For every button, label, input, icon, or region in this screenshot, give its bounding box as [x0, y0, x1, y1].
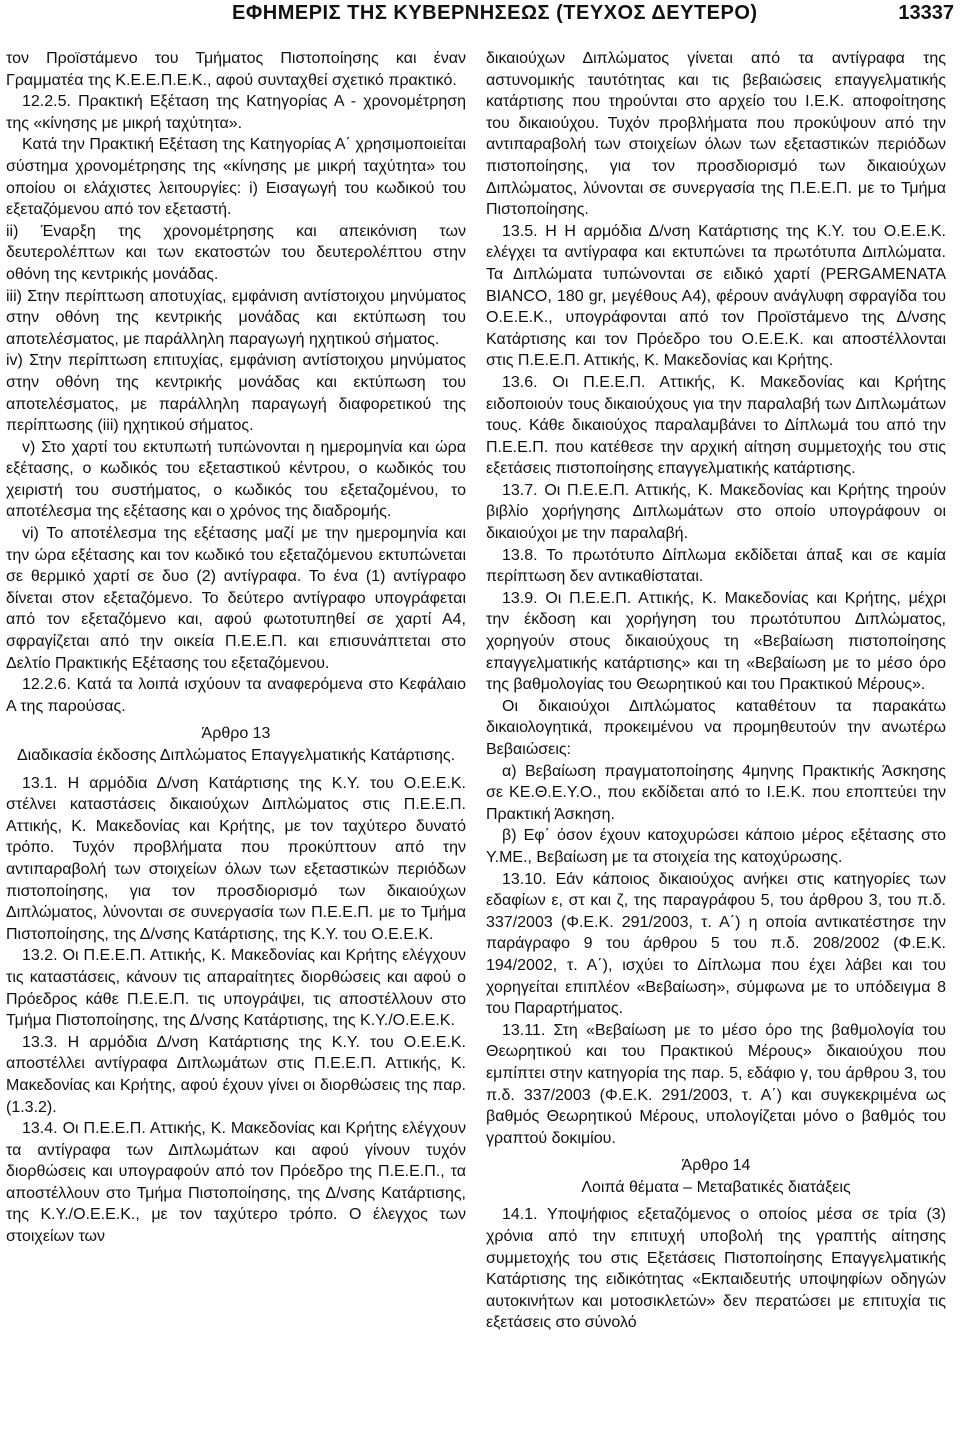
article-heading: Άρθρο 14 — [681, 1157, 751, 1175]
paragraph: iii) Στην περίπτωση αποτυχίας, εμφάνιση αντίστοιχου μηνύματος στην οθόνη της κεντρικής μονάδας και εκτύπωση του αποτελέσματος, με παράλληλη παραγωγή ηχητικού σήματος. — [6, 287, 466, 348]
paragraph: 12.2.6. Κατά τα λοιπά ισχύουν τα αναφερόμενα στο Κεφάλαιο Α της παρούσας. — [6, 676, 466, 715]
paragraph: iv) Στην περίπτωση επιτυχίας, εμφάνιση αντίστοιχου μηνύματος στην οθόνη της κεντρικής μονάδας και εκτύπωση του αποτελέσματος, με παράλληλη παραγωγή διαφορετικού της περίπτωσης (iii) ηχητικού σήματος. — [6, 352, 466, 435]
gazette-title: ΕΦΗΜΕΡΙΣ ΤΗΣ ΚΥΒΕΡΝΗΣΕΩΣ (ΤΕΥΧΟΣ ΔΕΥΤΕΡΟ) — [232, 2, 758, 24]
paragraph: 13.10. Εάν κάποιος δικαιούχος ανήκει στις κατηγορίες των εδαφίων ε, στ και ζ, της παραγράφου 5, του άρθρου 3, του π.δ. 337/2003 (Φ.Ε.Κ. 291/2003, τ. Α΄) η οποία αντικατέστησε την παράγραφο 9 του άρθρου 5 του π.δ. 208/2002 (Φ.Ε.Κ. 194/2002, τ. Α΄), ισχύει το Δίπλωμα που έχει λάβει και του χορηγείται επιπλέον «Βεβαίωση», σύμφωνα με το υπόδειγμα 8 του Παραρτήματος. — [486, 870, 946, 1018]
left-column — [6, 48, 466, 1248]
paragraph: v) Στο χαρτί του εκτυπωτή τυπώνονται η ημερομηνία και ώρα εξέτασης, ο κωδικός του εξεταστικού κέντρου, ο κωδικός του χειριστή του συστήματος, ο κωδικός του εξεταζομένου, το αποτέλεσμα της εξέτασης και ο χρόνος της διαδρομής. — [6, 438, 466, 521]
paragraph: 13.2. Οι Π.Ε.Ε.Π. Αττικής, Κ. Μακεδονίας και Κρήτης ελέγχουν τις καταστάσεις, κάνουν τις απαραίτητες διορθώσεις και αφού ο Πρόεδρος κάθε Π.Ε.Ε.Π. τις υπογράψει, τις αποστέλλουν στο Τμήμα Πιστοποίησης, της Δ/νσης Κατάρτισης, της Κ.Υ./Ο.Ε.Ε.Κ. — [6, 947, 466, 1030]
paragraph: 13.3. Η αρμόδια Δ/νση Κατάρτισης της Κ.Υ. του Ο.Ε.Ε.Κ. αποστέλλει αντίγραφα Διπλωμάτων στις Π.Ε.Ε.Π. Αττικής, Κ. Μακεδονίας και Κρήτης, αφού έχουν γίνει οι διορθώσεις της παρ. (1.3.2). — [6, 1033, 466, 1116]
page-number: 13337 — [898, 2, 954, 24]
paragraph: 13.8. Το πρωτότυπο Δίπλωμα εκδίδεται άπαξ και σε καμία περίπτωση δεν αντικαθίσταται. — [486, 546, 946, 586]
paragraph: vi) Το αποτέλεσμα της εξέτασης μαζί με την ημερομηνία και την ώρα εξέτασης και τον κωδικό του εξεταζόμενου εκτυπώνεται σε θερμικό χαρτί σε δυο (2) αντίγραφα. Το ένα (1) αντίγραφο δίνεται στον εξεταζόμενο. Το δεύτερο αντίγραφο υπογράφεται από τον εξεταζόμενο και, αφού φωτοτυπηθεί σε χαρτί Α4, σφραγίζεται από την οικεία Π.Ε.Ε.Π. και επισυνάπτεται στο Δελτίο Πρακτικής Εξέτασης του εξεταζόμενου. — [6, 525, 466, 672]
paragraph: 14.1. Υποψήφιος εξεταζόμενος ο οποίος μέσα σε τρία (3) χρόνια από την επιτυχή υποβολή της γραπτής αίτησης συμμετοχής του στις Εξετάσεις Πιστοποίησης Επαγγελματικής Κατάρτισης της ειδικότητας «Εκπαιδευτής υποψηφίων οδηγών αυτοκινήτων και μοτοσικλετών» δεν περατώσει με επιτυχία τις εξετάσεις στο σύνολό — [486, 1206, 946, 1332]
paragraph: 13.5. Η Η αρμόδια Δ/νση Κατάρτισης της Κ.Υ. του Ο.Ε.Ε.Κ. ελέγχει τα αντίγραφα και εκτυπώνει τα πρωτότυπα Διπλώματα. Τα Διπλώματα τυπώνονται σε ειδικό χαρτί (PERGAMENATA BIANCO, 180 gr, μεγέθους Α4), φέρουν ανάγλυφη σφραγίδα του Ο.Ε.Ε.Κ., υπογράφονται από τον Προϊστάμενο της Δ/νσης Κατάρτισης και τον Πρόεδρο του Ο.Ε.Ε.Κ. και αποστέλλονται στις Π.Ε.Ε.Π. Αττικής, Κ. Μακεδονίας και Κρήτης. — [486, 222, 946, 370]
paragraph: ii) Έναρξη της χρονομέτρησης και απεικόνιση των δευτερολέπτων και των εκατοστών του δευτερολέπτου στην οθόνη της κεντρικής μονάδας. — [6, 222, 466, 283]
page-header — [0, 0, 960, 30]
paragraph: 13.1. Η αρμόδια Δ/νση Κατάρτισης της Κ.Υ. του Ο.Ε.Ε.Κ. στέλνει καταστάσεις δικαιούχων Διπλώματος στις Π.Ε.Ε.Π. Αττικής, Κ. Μακεδονίας και Κρήτης, με τον ταχύτερο δυνατό τρόπο. Τυχόν προβλήματα που προκύπτουν από την αντιπαραβολή των στοιχείων όλων των εξεταστικών περιόδων πιστοποίησης, για τον προσδιορισμό των δικαιούχων Διπλώματος, λύνονται σε συνεργασία των Π.Ε.Ε.Π. με το Τμήμα Πιστοποίησης, της Δ/νσης Κατάρτισης, της Κ.Υ. του Ο.Ε.Ε.Κ. — [6, 774, 466, 943]
section-heading: 12.2.5. Πρακτική Εξέταση της Κατηγορίας Α - χρονομέτρηση της «κίνησης με μικρή ταχύτητα». — [6, 93, 466, 132]
paragraph: 13.6. Οι Π.Ε.Ε.Π. Αττικής, Κ. Μακεδονίας και Κρήτης ειδοποιούν τους δικαιούχους για την παραλαβή των Διπλωμάτων τους. Κάθε δικαιούχος παραλαμβάνει το Δίπλωμά του από την Π.Ε.Ε.Π. που κατέθεσε την αρχική αίτηση συμμετοχής του στις εξετάσεις πιστοποίησης επαγγελματικής κατάρτισης. — [486, 373, 946, 478]
paragraph: 13.7. Οι Π.Ε.Ε.Π. Αττικής, Κ. Μακεδονίας και Κρήτης τηρούν βιβλίο χορήγησης Διπλωμάτων στο οποίο υπογράφουν οι δικαιούχοι με την παραλαβή. — [486, 481, 946, 543]
paragraph: δικαιούχων Διπλώματος γίνεται από τα αντίγραφα της αστυνομικής ταυτότητας και τις βεβαιώσεις επαγγελματικής κατάρτισης που τηρούνται στο αρχείο του Ι.Ε.Κ. αποφοίτησης του δικαιούχου. Τυχόν προβλήματα που προκύψουν από την αντιπαραβολή των στοιχείων όλων των εξεταστικών περιόδων πιστοποίησης, για τον προσδιορισμό των δικαιούχων Διπλώματος, λύνονται σε συνεργασία της Π.Ε.Ε.Π. με το Τμήμα Πιστοποίησης. — [486, 50, 946, 219]
paragraph: 13.4. Οι Π.Ε.Ε.Π. Αττικής, Κ. Μακεδονίας και Κρήτης ελέγχουν τα αντίγραφα των Διπλωμάτων και αφού γίνουν τυχόν διορθώσεις και υπογραφούν από τον Πρόεδρο της Π.Ε.Ε.Π., τα αποστέλλουν στο Τμήμα Πιστοποίησης, της Δ/νσης Κατάρτισης, της Κ.Υ./Ο.Ε.Ε.Κ., με τον ταχύτερο τρόπο. Ο έλεγχος των στοιχείων των — [6, 1120, 466, 1246]
paragraph: 13.9. Οι Π.Ε.Ε.Π. Αττικής, Κ. Μακεδονίας και Κρήτης, μέχρι την έκδοση και χορήγηση του πρωτότυπου Διπλώματος, χορηγούν στους δικαιούχους τη «Βεβαίωση πιστοποίησης επαγγελματικής κατάρτισης» και τη «Βεβαίωση με το μέσο όρο της βαθμολογίας του Θεωρητικού και του Πρακτικού Μέρους». — [486, 589, 946, 694]
article-heading: Άρθρο 13 — [201, 725, 271, 743]
article-title: Διαδικασία έκδοσης Διπλώματος Επαγγελματικής Κατάρτισης. — [16, 747, 456, 764]
paragraph: Οι δικαιούχοι Διπλώματος καταθέτουν τα παρακάτω δικαιολογητικά, προκειμένου να προμηθευτούν την ανωτέρω Βεβαιώσεις: — [486, 697, 946, 758]
paragraph: α) Βεβαίωση πραγματοποίησης 4μηνης Πρακτικής Άσκησης σε ΚΕ.Θ.Ε.Υ.Ο., που εκδίδεται από το Ι.Ε.Κ. που εποπτεύει την Πρακτική Άσκηση. — [486, 762, 946, 823]
paragraph: Κατά την Πρακτική Εξέταση της Κατηγορίας Α΄ χρησιμοποιείται σύστημα χρονομέτρησης της «κίνησης με μικρή ταχύτητα» του οποίου οι ελάχιστες λειτουργίες: i) Εισαγωγή του κωδικού του εξεταζόμενου από τον εξεταστή. — [6, 136, 466, 219]
right-column — [486, 48, 946, 1334]
article-title: Λοιπά θέματα – Μεταβατικές διατάξεις — [581, 1178, 851, 1196]
paragraph: τον Προϊστάμενο του Τμήματος Πιστοποίησης και έναν Γραμματέα της Κ.Ε.Ε.Π.Ε.Κ., αφού συνταχθεί σχετικό πρακτικό. — [6, 50, 466, 89]
paragraph: 13.11. Στη «Βεβαίωση με το μέσο όρο της βαθμολογία του Θεωρητικού και του Πρακτικού Μέρους» δικαιούχου που εμπίπτει στην κατηγορία της παρ. 5, εδάφιο γ, του άρθρου 3, του π.δ. 337/2003 (Φ.Ε.Κ. 291/2003, τ. Α΄) και συγκεκριμένα ως βαθμός Θεωρητικού Μέρους, υπολογίζεται μόνο ο βαθμός του γραπτού δοκιμίου. — [486, 1021, 946, 1147]
paragraph: β) Εφ΄ όσον έχουν κατοχυρώσει κάποιο μέρος εξέτασης στο Υ.ΜΕ., Βεβαίωση με τα στοιχεία της κατοχύρωσης. — [486, 827, 946, 866]
